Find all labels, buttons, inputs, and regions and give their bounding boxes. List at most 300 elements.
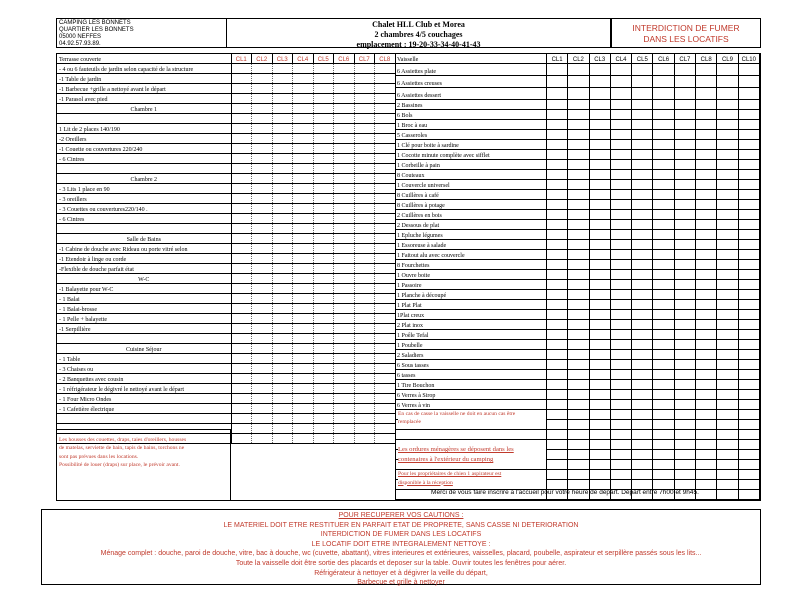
check-cell bbox=[354, 154, 375, 164]
check-cell bbox=[252, 144, 273, 154]
check-cell bbox=[589, 230, 610, 240]
check-cell bbox=[231, 254, 252, 264]
check-cell bbox=[738, 240, 759, 250]
check-cell bbox=[568, 360, 589, 370]
check-cell bbox=[610, 360, 631, 370]
tableware-item: 1 Plat Plat bbox=[395, 300, 546, 310]
inventory-item: - 2 Banquettes avec cousin bbox=[57, 374, 231, 384]
check-cell bbox=[696, 300, 717, 310]
check-cell bbox=[313, 204, 334, 214]
check-cell bbox=[252, 374, 273, 384]
client-column-header: CL6 bbox=[334, 54, 355, 64]
check-cell bbox=[568, 180, 589, 190]
tableware-item: 1Plat creux bbox=[395, 310, 546, 320]
check-cell bbox=[610, 110, 631, 120]
check-cell bbox=[589, 120, 610, 130]
check-cell bbox=[293, 404, 314, 414]
title-line: Chalet HLL Club et Morea bbox=[372, 20, 465, 29]
check-cell bbox=[272, 164, 293, 174]
check-cell bbox=[738, 250, 759, 260]
check-cell bbox=[632, 88, 653, 100]
inventory-item: - 1 Table bbox=[57, 354, 231, 364]
check-cell bbox=[589, 180, 610, 190]
check-cell bbox=[272, 324, 293, 334]
check-cell bbox=[293, 264, 314, 274]
check-cell bbox=[293, 164, 314, 174]
tableware-item: 2 Cuillères en bois bbox=[395, 210, 546, 220]
check-cell bbox=[252, 254, 273, 264]
inventory-item: - 1 Balai-brosse bbox=[57, 304, 231, 314]
check-cell bbox=[375, 194, 396, 204]
check-cell bbox=[313, 364, 334, 374]
check-cell bbox=[252, 324, 273, 334]
check-cell bbox=[717, 120, 738, 130]
table-row bbox=[57, 354, 395, 364]
check-cell bbox=[589, 470, 610, 480]
check-cell bbox=[231, 344, 252, 354]
check-cell bbox=[610, 64, 631, 76]
client-column-header: CL4 bbox=[293, 54, 314, 64]
check-cell bbox=[231, 314, 252, 324]
tableware-item: 8 Couteaux bbox=[395, 170, 546, 180]
check-cell bbox=[568, 390, 589, 400]
check-cell bbox=[610, 120, 631, 130]
check-cell bbox=[738, 310, 759, 320]
check-cell bbox=[568, 440, 589, 450]
check-cell bbox=[354, 254, 375, 264]
check-cell bbox=[272, 314, 293, 324]
check-cell bbox=[252, 114, 273, 124]
check-cell bbox=[252, 184, 273, 194]
table-row bbox=[395, 400, 760, 410]
check-cell bbox=[610, 230, 631, 240]
check-cell bbox=[546, 190, 567, 200]
check-cell bbox=[674, 120, 695, 130]
check-cell bbox=[231, 94, 252, 104]
client-column-header: CL10 bbox=[738, 54, 759, 64]
inventory-item: - 3 Couettes ou couvertures220/140 . bbox=[57, 204, 231, 214]
check-cell bbox=[231, 224, 252, 234]
check-cell bbox=[738, 410, 759, 420]
check-cell bbox=[653, 360, 674, 370]
check-cell bbox=[738, 170, 759, 180]
check-cell bbox=[738, 470, 759, 480]
check-cell bbox=[632, 100, 653, 110]
inventory-item bbox=[57, 114, 231, 124]
check-cell bbox=[738, 430, 759, 440]
check-cell bbox=[334, 344, 355, 354]
table-row bbox=[57, 224, 395, 234]
check-cell bbox=[375, 114, 396, 124]
check-cell bbox=[738, 350, 759, 360]
waste-note-line: Les ordures ménagères se déposent dans les bbox=[398, 446, 514, 453]
check-cell bbox=[674, 390, 695, 400]
check-cell bbox=[546, 230, 567, 240]
check-cell bbox=[653, 400, 674, 410]
check-cell bbox=[546, 100, 567, 110]
check-cell bbox=[293, 184, 314, 194]
table-row bbox=[57, 274, 395, 284]
check-cell bbox=[568, 76, 589, 88]
client-column-header: CL5 bbox=[313, 54, 334, 64]
check-cell bbox=[354, 414, 375, 424]
check-cell bbox=[653, 300, 674, 310]
check-cell bbox=[546, 340, 567, 350]
check-cell bbox=[293, 424, 314, 434]
check-cell bbox=[546, 360, 567, 370]
table-row bbox=[395, 260, 760, 270]
check-cell bbox=[231, 324, 252, 334]
check-cell bbox=[334, 354, 355, 364]
check-cell bbox=[653, 310, 674, 320]
check-cell bbox=[252, 284, 273, 294]
caution-line: LE MATERIEL DOIT ETRE RESTITUER EN PARFAIT ETAT DE PROPRETE, SANS CASSE NI DETERIORATION bbox=[223, 521, 579, 529]
check-cell bbox=[674, 340, 695, 350]
check-cell bbox=[696, 250, 717, 260]
inventory-item bbox=[57, 164, 231, 174]
check-cell bbox=[334, 414, 355, 424]
check-cell bbox=[717, 330, 738, 340]
check-cell bbox=[632, 130, 653, 140]
check-cell bbox=[313, 64, 334, 74]
check-cell bbox=[293, 204, 314, 214]
check-cell bbox=[546, 290, 567, 300]
check-cell bbox=[717, 480, 738, 490]
check-cell bbox=[293, 334, 314, 344]
check-cell bbox=[272, 124, 293, 134]
check-cell bbox=[293, 294, 314, 304]
check-cell bbox=[375, 84, 396, 94]
table-row bbox=[395, 120, 760, 130]
check-cell bbox=[653, 200, 674, 210]
check-cell bbox=[568, 480, 589, 490]
check-cell bbox=[589, 450, 610, 460]
check-cell bbox=[674, 150, 695, 160]
check-cell bbox=[610, 390, 631, 400]
check-cell bbox=[252, 94, 273, 104]
check-cell bbox=[252, 364, 273, 374]
check-cell bbox=[696, 380, 717, 390]
check-cell bbox=[293, 214, 314, 224]
check-cell bbox=[653, 190, 674, 200]
check-cell bbox=[674, 410, 695, 420]
check-cell bbox=[313, 114, 334, 124]
check-cell bbox=[568, 220, 589, 230]
check-cell bbox=[354, 334, 375, 344]
check-cell bbox=[334, 364, 355, 374]
check-cell bbox=[589, 76, 610, 88]
check-cell bbox=[738, 340, 759, 350]
check-cell bbox=[272, 184, 293, 194]
check-cell bbox=[252, 74, 273, 84]
client-column-header: CL6 bbox=[653, 54, 674, 64]
breakage-note bbox=[398, 410, 546, 426]
check-cell bbox=[738, 460, 759, 470]
inventory-item: - 1 réfrigérateur le dégivré le nettoyé avant le départ bbox=[57, 384, 231, 394]
check-cell bbox=[546, 220, 567, 230]
check-cell bbox=[231, 104, 252, 114]
check-cell bbox=[546, 470, 567, 480]
check-cell bbox=[653, 340, 674, 350]
table-row bbox=[57, 404, 395, 414]
check-cell bbox=[293, 94, 314, 104]
check-cell bbox=[313, 214, 334, 224]
check-cell bbox=[589, 240, 610, 250]
check-cell bbox=[568, 310, 589, 320]
check-cell bbox=[738, 300, 759, 310]
check-cell bbox=[738, 390, 759, 400]
check-cell bbox=[674, 290, 695, 300]
linen-note-line: Possibilité de louer (draps) sur place, le prévoir avant. bbox=[59, 462, 180, 469]
table-row bbox=[395, 330, 760, 340]
table-row bbox=[57, 304, 395, 314]
check-cell bbox=[674, 320, 695, 330]
check-cell bbox=[653, 370, 674, 380]
check-cell bbox=[354, 434, 375, 444]
table-row bbox=[395, 300, 760, 310]
inventory-item bbox=[57, 414, 231, 424]
check-cell bbox=[354, 394, 375, 404]
check-cell bbox=[272, 114, 293, 124]
check-cell bbox=[717, 470, 738, 480]
check-cell bbox=[568, 110, 589, 120]
check-cell bbox=[589, 170, 610, 180]
check-cell bbox=[375, 434, 396, 444]
linen-note-line: de matelas, serviette de bain, tapis de bains, torchons ne bbox=[59, 445, 185, 452]
check-cell bbox=[610, 420, 631, 430]
room-heading: Cuisine Séjour bbox=[57, 344, 231, 354]
table-row bbox=[57, 364, 395, 374]
check-cell bbox=[717, 160, 738, 170]
tableware-item: 8 Cuillères à potage bbox=[395, 200, 546, 210]
check-cell bbox=[375, 414, 396, 424]
check-cell bbox=[589, 440, 610, 450]
check-cell bbox=[293, 324, 314, 334]
check-cell bbox=[334, 244, 355, 254]
table-row bbox=[57, 334, 395, 344]
tableware-item: 8 Cuillères à café bbox=[395, 190, 546, 200]
client-column-header: CL8 bbox=[375, 54, 396, 64]
check-cell bbox=[375, 344, 396, 354]
check-cell bbox=[738, 360, 759, 370]
check-cell bbox=[252, 84, 273, 94]
table-row bbox=[395, 360, 760, 370]
check-cell bbox=[632, 200, 653, 210]
client-column-header: CL8 bbox=[696, 54, 717, 64]
breakage-note-line: En cas de casse la vaisselle ne doit en aucun cas être bbox=[398, 411, 516, 417]
check-cell bbox=[354, 384, 375, 394]
check-cell bbox=[272, 364, 293, 374]
check-cell bbox=[354, 64, 375, 74]
inventory-item: -1 Couette ou couvertures 220/240 bbox=[57, 144, 231, 154]
check-cell bbox=[589, 380, 610, 390]
check-cell bbox=[354, 104, 375, 114]
check-cell bbox=[272, 434, 293, 444]
check-cell bbox=[738, 230, 759, 240]
tableware-item: 1 Epluche légumes bbox=[395, 230, 546, 240]
check-cell bbox=[375, 404, 396, 414]
check-cell bbox=[375, 264, 396, 274]
check-cell bbox=[252, 174, 273, 184]
check-cell bbox=[546, 88, 567, 100]
inventory-item: - 1 Cafetière électrique bbox=[57, 404, 231, 414]
check-cell bbox=[717, 440, 738, 450]
check-cell bbox=[632, 310, 653, 320]
check-cell bbox=[674, 360, 695, 370]
check-cell bbox=[375, 184, 396, 194]
check-cell bbox=[546, 260, 567, 270]
check-cell bbox=[375, 244, 396, 254]
inventory-item: - 3 Lits 1 place en 90 bbox=[57, 184, 231, 194]
tableware-item: 1 Passoire bbox=[395, 280, 546, 290]
check-cell bbox=[272, 334, 293, 344]
check-cell bbox=[653, 330, 674, 340]
check-cell bbox=[610, 470, 631, 480]
check-cell bbox=[334, 254, 355, 264]
check-cell bbox=[375, 324, 396, 334]
check-cell bbox=[696, 190, 717, 200]
table-row bbox=[57, 264, 395, 274]
check-cell bbox=[546, 180, 567, 190]
check-cell bbox=[738, 100, 759, 110]
check-cell bbox=[717, 270, 738, 280]
table-row bbox=[395, 200, 760, 210]
check-cell bbox=[375, 274, 396, 284]
check-cell bbox=[674, 230, 695, 240]
dog-owner-note-line: Pour les propriétaires de chien 1 aspirateur est bbox=[398, 471, 502, 477]
tableware-item: 2 Saladiers bbox=[395, 350, 546, 360]
check-cell bbox=[293, 414, 314, 424]
check-cell bbox=[696, 180, 717, 190]
check-cell bbox=[272, 414, 293, 424]
check-cell bbox=[696, 120, 717, 130]
table-row bbox=[395, 160, 760, 170]
caution-line: INTERDICTION DE FUMER DANS LES LOCATIFS bbox=[320, 531, 482, 539]
table-row bbox=[57, 104, 395, 114]
check-cell bbox=[334, 314, 355, 324]
check-cell bbox=[354, 234, 375, 244]
check-cell bbox=[313, 384, 334, 394]
check-cell bbox=[589, 390, 610, 400]
check-cell bbox=[313, 104, 334, 114]
check-cell bbox=[272, 144, 293, 154]
check-cell bbox=[231, 364, 252, 374]
check-cell bbox=[546, 150, 567, 160]
check-cell bbox=[717, 250, 738, 260]
check-cell bbox=[589, 250, 610, 260]
table-row bbox=[57, 244, 395, 254]
check-cell bbox=[354, 314, 375, 324]
breakage-note-line: remplacée bbox=[398, 419, 421, 425]
check-cell bbox=[738, 280, 759, 290]
check-cell bbox=[653, 220, 674, 230]
check-cell bbox=[717, 260, 738, 270]
check-cell bbox=[696, 440, 717, 450]
check-cell bbox=[272, 234, 293, 244]
check-cell bbox=[610, 160, 631, 170]
check-cell bbox=[653, 320, 674, 330]
check-cell bbox=[632, 450, 653, 460]
check-cell bbox=[293, 64, 314, 74]
check-cell bbox=[546, 160, 567, 170]
tableware-item: 6 tasses bbox=[395, 370, 546, 380]
check-cell bbox=[252, 274, 273, 284]
check-cell bbox=[546, 110, 567, 120]
check-cell bbox=[610, 380, 631, 390]
check-cell bbox=[375, 224, 396, 234]
inventory-sheet bbox=[56, 53, 761, 501]
check-cell bbox=[717, 420, 738, 430]
check-cell bbox=[231, 204, 252, 214]
check-cell bbox=[375, 124, 396, 134]
table-row bbox=[395, 240, 760, 250]
check-cell bbox=[334, 284, 355, 294]
check-cell bbox=[334, 234, 355, 244]
check-cell bbox=[589, 64, 610, 76]
check-cell bbox=[674, 280, 695, 290]
check-cell bbox=[674, 420, 695, 430]
inventory-item: - 6 Cintres bbox=[57, 214, 231, 224]
table-row bbox=[395, 130, 760, 140]
address-line: QUARTIER LES BONNETS bbox=[59, 27, 134, 33]
check-cell bbox=[313, 304, 334, 314]
check-cell bbox=[546, 250, 567, 260]
check-cell bbox=[674, 300, 695, 310]
check-cell bbox=[717, 310, 738, 320]
inventory-item bbox=[57, 224, 231, 234]
tableware-item: 6 Sous tasses bbox=[395, 360, 546, 370]
check-cell bbox=[354, 284, 375, 294]
check-cell bbox=[696, 340, 717, 350]
check-cell bbox=[293, 144, 314, 154]
check-cell bbox=[696, 410, 717, 420]
check-cell bbox=[354, 224, 375, 234]
caution-line: Ménage complet : douche, paroi de douche, vitre, bac à douche, wc (cuvette, abattant), vitres interieures et extérieures, vaisselles, placard, poubelle, aspirateur et serpillère passés sous les lits... bbox=[100, 550, 702, 558]
check-cell bbox=[589, 360, 610, 370]
table-row bbox=[395, 250, 760, 260]
check-cell bbox=[568, 88, 589, 100]
check-cell bbox=[546, 330, 567, 340]
check-cell bbox=[717, 240, 738, 250]
linen-note-line: Les housses des couettes, draps, taies d'oreillers, housses bbox=[59, 437, 187, 443]
client-column-header: CL3 bbox=[272, 54, 293, 64]
inventory-item: -2 Oreillers bbox=[57, 134, 231, 144]
table-row bbox=[57, 194, 395, 204]
caution-line: Toute la vaisselle doit être sortie des placards et deposer sur la table. Ouvrir toutes les fenêtres pour aérer. bbox=[235, 559, 567, 567]
check-cell bbox=[231, 64, 252, 74]
check-cell bbox=[674, 64, 695, 76]
tableware-item: 2 Plat inox bbox=[395, 320, 546, 330]
check-cell bbox=[717, 370, 738, 380]
check-cell bbox=[717, 430, 738, 440]
check-cell bbox=[293, 364, 314, 374]
check-cell bbox=[313, 124, 334, 134]
check-cell bbox=[293, 104, 314, 114]
check-cell bbox=[568, 230, 589, 240]
check-cell bbox=[674, 330, 695, 340]
check-cell bbox=[653, 390, 674, 400]
check-cell bbox=[717, 230, 738, 240]
check-cell bbox=[610, 290, 631, 300]
check-cell bbox=[546, 210, 567, 220]
check-cell bbox=[272, 424, 293, 434]
check-cell bbox=[717, 380, 738, 390]
table-row bbox=[57, 184, 395, 194]
check-cell bbox=[375, 214, 396, 224]
table-row bbox=[57, 374, 395, 384]
check-cell bbox=[738, 130, 759, 140]
check-cell bbox=[293, 254, 314, 264]
